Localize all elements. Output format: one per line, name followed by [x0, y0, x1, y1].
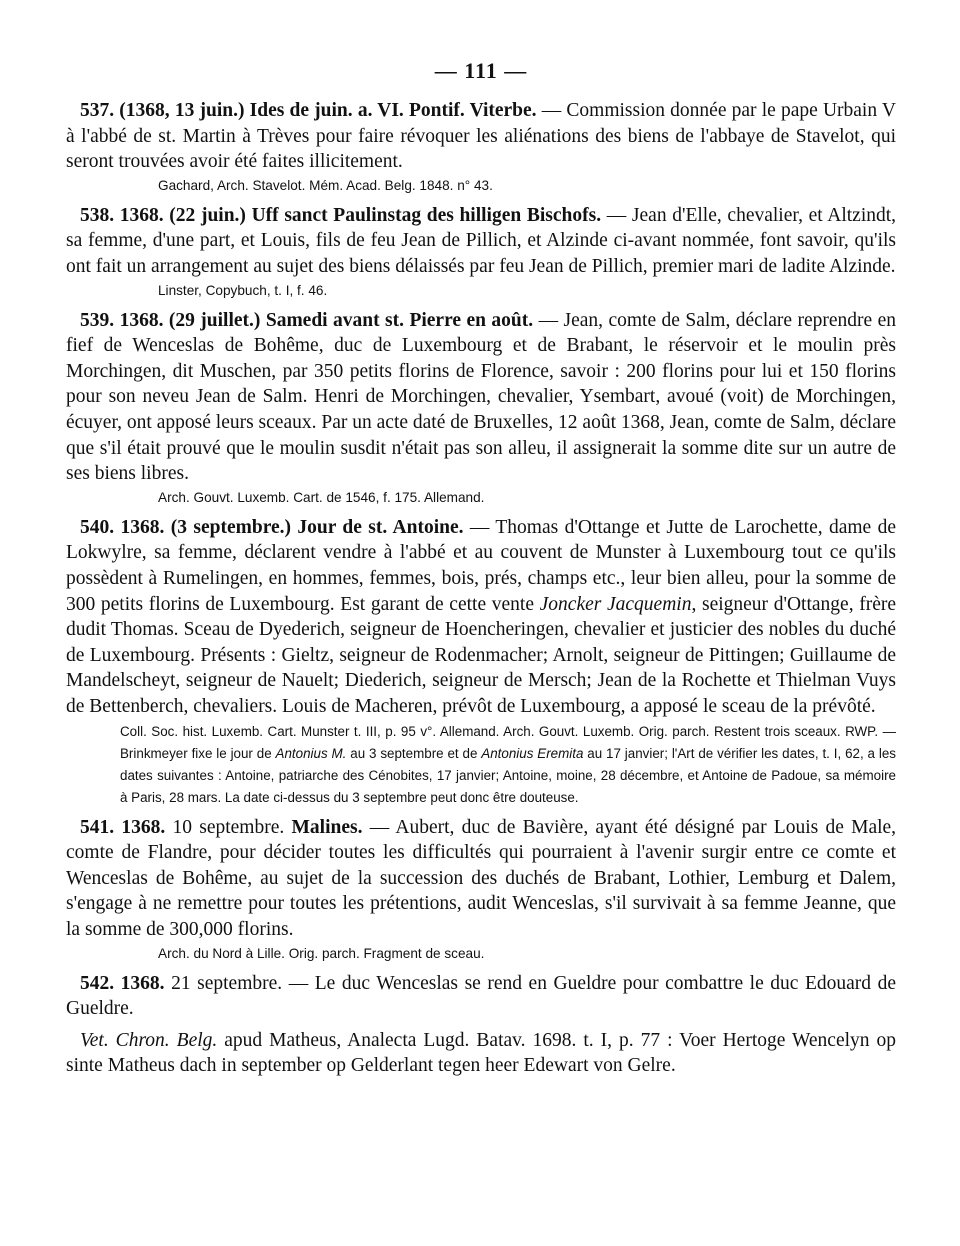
entry-number: 541.	[80, 816, 115, 838]
entry-text	[66, 308, 896, 487]
entry-source: Linster, Copybuch, t. I, f. 46.	[158, 282, 328, 298]
note-text: au 3 septembre et de	[350, 746, 478, 762]
entry-text	[66, 515, 896, 720]
entry-540	[66, 515, 896, 809]
entry-body: , seigneur d'Ottange, frère dudit Thomas. Sceau de Dyederich, seigneur de Hoencheringen, chevalier et justicier des nobles du duché de Luxembourg. Présents : Gieltz, seigneur de Rodenmacher; Arnolt, seigneur de Pittingen; Guillaume de Mandelscheyt, seigneur de Nauelt; Diederich, seigneur de Mersch; Jean de la Rochette et Thielman Vuys de Bettenberch, chevaliers. Louis de Macheren, prévôt de Luxembourg, a apposé le sceau de la prévôté.	[66, 593, 897, 717]
entry-body: — Le duc Wenceslas se rend en Gueldre pour combattre le duc Edouard de Gueldre.	[66, 972, 896, 1020]
entry-538	[66, 203, 896, 302]
entry-plain-date: 21 septembre.	[171, 972, 283, 994]
entry-title: Samedi avant st. Pierre en août.	[265, 309, 534, 331]
entry-542	[66, 971, 896, 1079]
entry-title: Uff sanct Paulinstag des hilligen Bischofs.	[251, 204, 602, 226]
entry-text	[66, 815, 896, 943]
entry-date: (1368, 13 juin.)	[119, 100, 245, 121]
entry-number: 540.	[80, 516, 115, 538]
entry-date: 1368. (22 juin.)	[119, 204, 246, 226]
entry-539	[66, 308, 896, 509]
entry-date: 1368. (3 septembre.)	[120, 516, 292, 538]
entry-text	[66, 971, 896, 1022]
entry-body: — Thomas d'Ottange et Jutte de Larochette, dame de Lokwylre, sa femme, déclarent vendre à l'abbé et au couvent de Munster à Luxembourg tout ce qu'ils possèdent à Rumelingen, en hommes, femmes, bois, prés, champs etc., leur bien alleu, pour la somme de 300 petits florins de Luxembourg. Est garant de cette vente	[66, 516, 896, 615]
page-number: — 111 —	[434, 58, 528, 83]
entry-text	[66, 203, 896, 280]
entry-note	[66, 721, 896, 808]
entry-source: Arch. du Nord à Lille. Orig. parch. Fragment de sceau.	[158, 945, 485, 961]
entry-number: 539.	[80, 309, 115, 331]
entry-body: — Jean d'Elle, chevalier, et Altzindt, sa femme, d'une part, et Louis, fils de feu Jean de Pillich, et Alzinde ci-avant nommée, font savoir, qu'ils ont fait un arrangement au sujet des biens délaissés par feu Jean de Pillich, premier mari de ladite Alzinde.	[66, 204, 897, 277]
document-page	[66, 58, 896, 1083]
entry-body: — Jean, comte de Salm, déclare reprendre en fief de Wenceslas de Bohême, duc de Luxembourg et de Brabant, le réservoir et le moulin près Morchingen, dit Muschen, par 350 petits florins de Florence, savoir : 200 florins pour lui et 150 florins pour son neveu Jean de Salm. Henri de Morchingen, chevalier, Ysembart, avoué (voit) de Morchingen, écuyer, ont apposé leurs sceaux. Par un acte daté de Bruxelles, 12 août 1368, Jean, comte de Salm, déclare que s'il était prouvé que le moulin susdit n'était pas son alleu, il assignerait la somme dite sur un autre de ses biens libres.	[66, 309, 897, 485]
note-italic: Antonius Eremita	[481, 746, 584, 762]
entry-plain-date: 10 septembre.	[172, 816, 285, 838]
entry-title: Malines.	[291, 816, 363, 838]
note-text: au 17 janvier; l'Art de vérifier les dates, t. I, 62, a les dates suivantes : Antoine, patriarche des Cénobites, 17 janvier; Antoine, moine, 28 décembre, et Antoine de Padoue, sa mémoire à Paris, 28 mars. La date ci-dessus du 3 septembre peut donc être douteuse.	[120, 746, 896, 805]
entry-title: Ides de juin. a. VI. Pontif. Viterbe.	[249, 100, 537, 121]
entry-date: 1368.	[121, 816, 166, 838]
entry-body: — Aubert, duc de Bavière, ayant été désigné par Louis de Male, comte de Flandre, pour décider toutes les difficultés qui pourraient à l'avenir surgir entre ce comte et Wenceslas de Bohême, au sujet de la succession des duchés de Brabant, Lothier, Lemburg et Dalem, s'engage à ne remettre pour toutes les prétentions, audit Wenceslas, s'il survivait à sa femme Jeanne, que la somme de 300,000 florins.	[66, 816, 897, 941]
entry-quote	[66, 1028, 896, 1079]
note-text: Coll. Soc. hist. Luxemb. Cart. Munster t. III, p. 95 v°. Allemand. Arch. Gouvt. Luxemb. Orig. parch. Restent trois sceaux. RWP. — Brinkmeyer fixe le jour de	[120, 724, 896, 762]
quote-text: apud Matheus, Analecta Lugd. Batav. 1698. t. I, p. 77 : Voer Hertoge Wencelyn op sinte Matheus dach in september op Gelderlant tegen heer Edewart von Gelre.	[66, 1029, 896, 1077]
entry-body: — Commission donnée par le pape Urbain V à l'abbé de st. Martin à Trèves pour faire révoquer les aliénations des biens de l'abbaye de Stavelot, qui seront trouvées avoir été faites illicitement.	[66, 100, 896, 173]
entry-537	[66, 98, 896, 197]
entry-source: Arch. Gouvt. Luxemb. Cart. de 1546, f. 175. Allemand.	[158, 489, 485, 505]
entry-date: 1368. (29 juillet.)	[119, 309, 261, 331]
entry-number: 538.	[80, 204, 115, 226]
quote-italic: Vet. Chron. Belg.	[80, 1029, 218, 1051]
entry-text	[66, 98, 896, 175]
entry-date: 1368.	[120, 972, 165, 994]
entry-body-italic: Joncker Jacquemin	[539, 593, 692, 615]
entry-number: 542.	[80, 972, 115, 994]
entry-number: 537.	[80, 100, 115, 121]
entry-541	[66, 815, 896, 965]
entry-title: Jour de st. Antoine.	[297, 516, 464, 538]
entry-source: Gachard, Arch. Stavelot. Mém. Acad. Belg. 1848. n° 43.	[158, 177, 493, 193]
note-italic: Antonius M.	[275, 746, 347, 762]
